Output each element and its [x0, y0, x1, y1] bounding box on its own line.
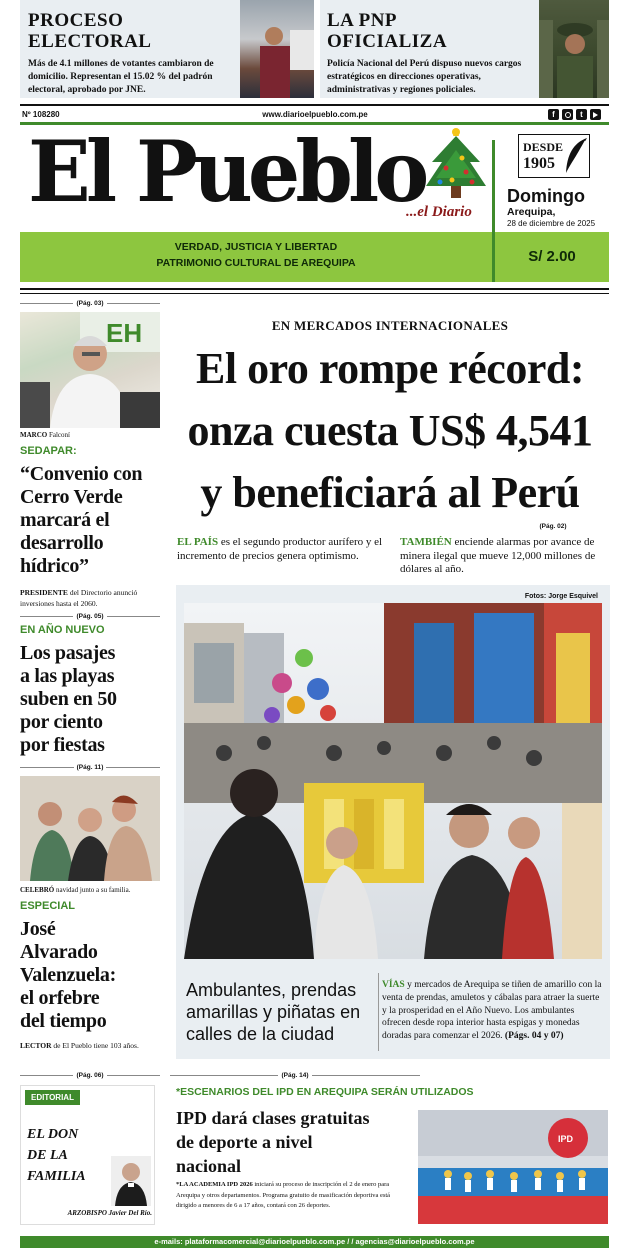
issue-number: Nº 108280 [22, 110, 60, 119]
photo-headline[interactable]: Ambulantes, prendas amarillas y piñatas en calles de la ciudad [186, 980, 361, 1044]
photo-feature[interactable] [176, 585, 610, 1059]
since-label: DESDE [523, 140, 564, 154]
editorial-box [20, 1085, 155, 1225]
photo-caption: CELEBRÓ navidad junto a su familia. [20, 886, 131, 894]
main-col2: TAMBIÉN enciende alarmas por avance de minera ilegal que mueve 12,000 millones de dólares al año. [400, 536, 596, 575]
story-kicker: EN AÑO NUEVO [20, 624, 105, 636]
facebook-icon[interactable]: f [548, 109, 559, 120]
teaser-pnp[interactable] [320, 0, 609, 98]
page-ref: (Pág. 03) [76, 300, 104, 307]
instagram-icon[interactable] [562, 109, 573, 120]
main-headline[interactable]: El oro rompe récord: onza cuesta US$ 4,541 y beneficiará al Perú [187, 344, 593, 517]
price: S/ 2.00 [528, 248, 576, 265]
christmas-tree-icon [422, 128, 490, 204]
ipd-lead: *LA ACADEMIA IPD 2026 iniciará su proceso de inscripción el 2 de enero para Arequipa y otros departamentos. Programa gratuito de masificación deportiva está dirigido a menores de 6 a 17 años, contará con 26 deportes. [176, 1181, 391, 1209]
teaser-title: LA PNP OFICIALIZA [327, 10, 448, 52]
sidebar [20, 300, 160, 1060]
quill-icon [563, 137, 589, 175]
city: Arequipa, [507, 206, 556, 218]
photo-credit: Fotos: Jorge Esquivel [524, 593, 598, 600]
story-lead: PRESIDENTE del Directorio anunció inversiones hasta el 2060. [20, 588, 138, 608]
teaser-text: Más de 4.1 millones de votantes cambiaron de domicilio. Representan el 15.02 % del padrón electoral, aprobado por JNE. [28, 59, 214, 95]
page-ref: (Pág. 11) [76, 764, 104, 771]
photo-ipd-athletes [418, 1110, 608, 1224]
teaser-electoral[interactable] [20, 0, 314, 98]
twitter-icon[interactable]: t [576, 109, 587, 120]
photo-family [20, 776, 160, 881]
youtube-icon[interactable] [590, 109, 601, 120]
sidebar-story-pasajes[interactable] [20, 613, 160, 757]
story-kicker: SEDAPAR: [20, 445, 77, 457]
photo-archbishop [111, 1156, 151, 1206]
logo-tagline: ...el Diario [406, 204, 472, 220]
svg-text:IPD: IPD [558, 1134, 574, 1144]
photo-street-market [184, 603, 602, 959]
editorial-label: EDITORIAL [25, 1090, 80, 1105]
story-headline[interactable]: José Alvarado Valenzuela: el orfebre del tiempo [20, 918, 116, 1032]
story-lead: LECTOR de El Pueblo tiene 103 años. [20, 1041, 139, 1050]
page-ref: (Pág. 06) [76, 1072, 104, 1079]
page-ref: (Pág. 05) [76, 613, 104, 620]
main-story[interactable] [170, 318, 610, 524]
social-links [548, 109, 601, 120]
website-link[interactable]: www.diarioelpueblo.com.pe [262, 110, 368, 119]
main-overline: EN MERCADOS INTERNACIONALES [271, 318, 509, 333]
weekday: Domingo [507, 186, 585, 206]
teaser-photo-police [539, 0, 609, 98]
page-ref: (Pág. 14) [281, 1072, 309, 1079]
page-ref: (Pág. 02) [539, 523, 567, 530]
ipd-headline[interactable]: IPD dará clases gratuitas de deporte a nivel nacional [176, 1108, 370, 1176]
ipd-story[interactable] [170, 1072, 610, 1232]
sidebar-story-sedapar[interactable] [20, 300, 160, 609]
sidebar-story-alvarado[interactable] [20, 764, 160, 1051]
teaser-title: PROCESO ELECTORAL [28, 10, 152, 52]
since-badge [518, 134, 590, 178]
motto-line1: VERDAD, JUSTICIA Y LIBERTAD [174, 241, 338, 253]
photo-marco-falconi [20, 312, 160, 428]
editorial-title: EL DON DE LA FAMILIA [27, 1127, 86, 1184]
svg-text:EH: EH [106, 318, 143, 348]
teaser-photo-voters [240, 0, 314, 98]
story-headline[interactable]: Los pasajes a las playas suben en 50 por ciento por fiestas [20, 642, 117, 756]
photo-caption: MARCO Falconí [20, 431, 70, 439]
footer-emails[interactable]: e-mails: plataformacomercial@diarioelpueblo.com.pe / / agencias@diarioelpueblo.com.pe [154, 1237, 475, 1246]
logo-text: El Pueblo [28, 122, 425, 221]
story-kicker: ESPECIAL [20, 900, 76, 912]
editorial-author: ARZOBISPO Javier Del Río. [67, 1209, 152, 1217]
motto-line2: PATRIMONIO CULTURAL DE AREQUIPA [156, 257, 356, 269]
ipd-kicker: *ESCENARIOS DEL IPD EN AREQUIPA SERÁN UTILIZADOS [176, 1086, 474, 1098]
since-year: 1905 [523, 155, 555, 172]
motto-band [20, 232, 492, 282]
price-band [495, 232, 609, 282]
story-headline[interactable]: “Convenio con Cerro Verde marcará el desarrollo hídrico” [20, 463, 143, 577]
photo-text: VÍAS y mercados de Arequipa se tiñen de amarillo con la venta de prendas, amuletos y cábalas para atraer la suerte y la prosperidad en el Año Nuevo. Los ambulantes ofrecen desde ropa interior hasta espigas y monedas doradas para comenzar el 2026. (Págs. 04 y 07) [382, 980, 602, 1042]
footer-band [20, 1236, 609, 1248]
teaser-text: Policía Nacional del Perú dispuso nuevos cargos estratégicos en direcciones operativas, administrativas y regiones policiales. [327, 59, 522, 95]
editorial-block[interactable] [20, 1072, 160, 1227]
main-col1: EL PAÍS es el segundo productor aurífero y el incremento de precios genera optimismo. [177, 536, 383, 562]
date: 28 de diciembre de 2025 [507, 219, 596, 228]
